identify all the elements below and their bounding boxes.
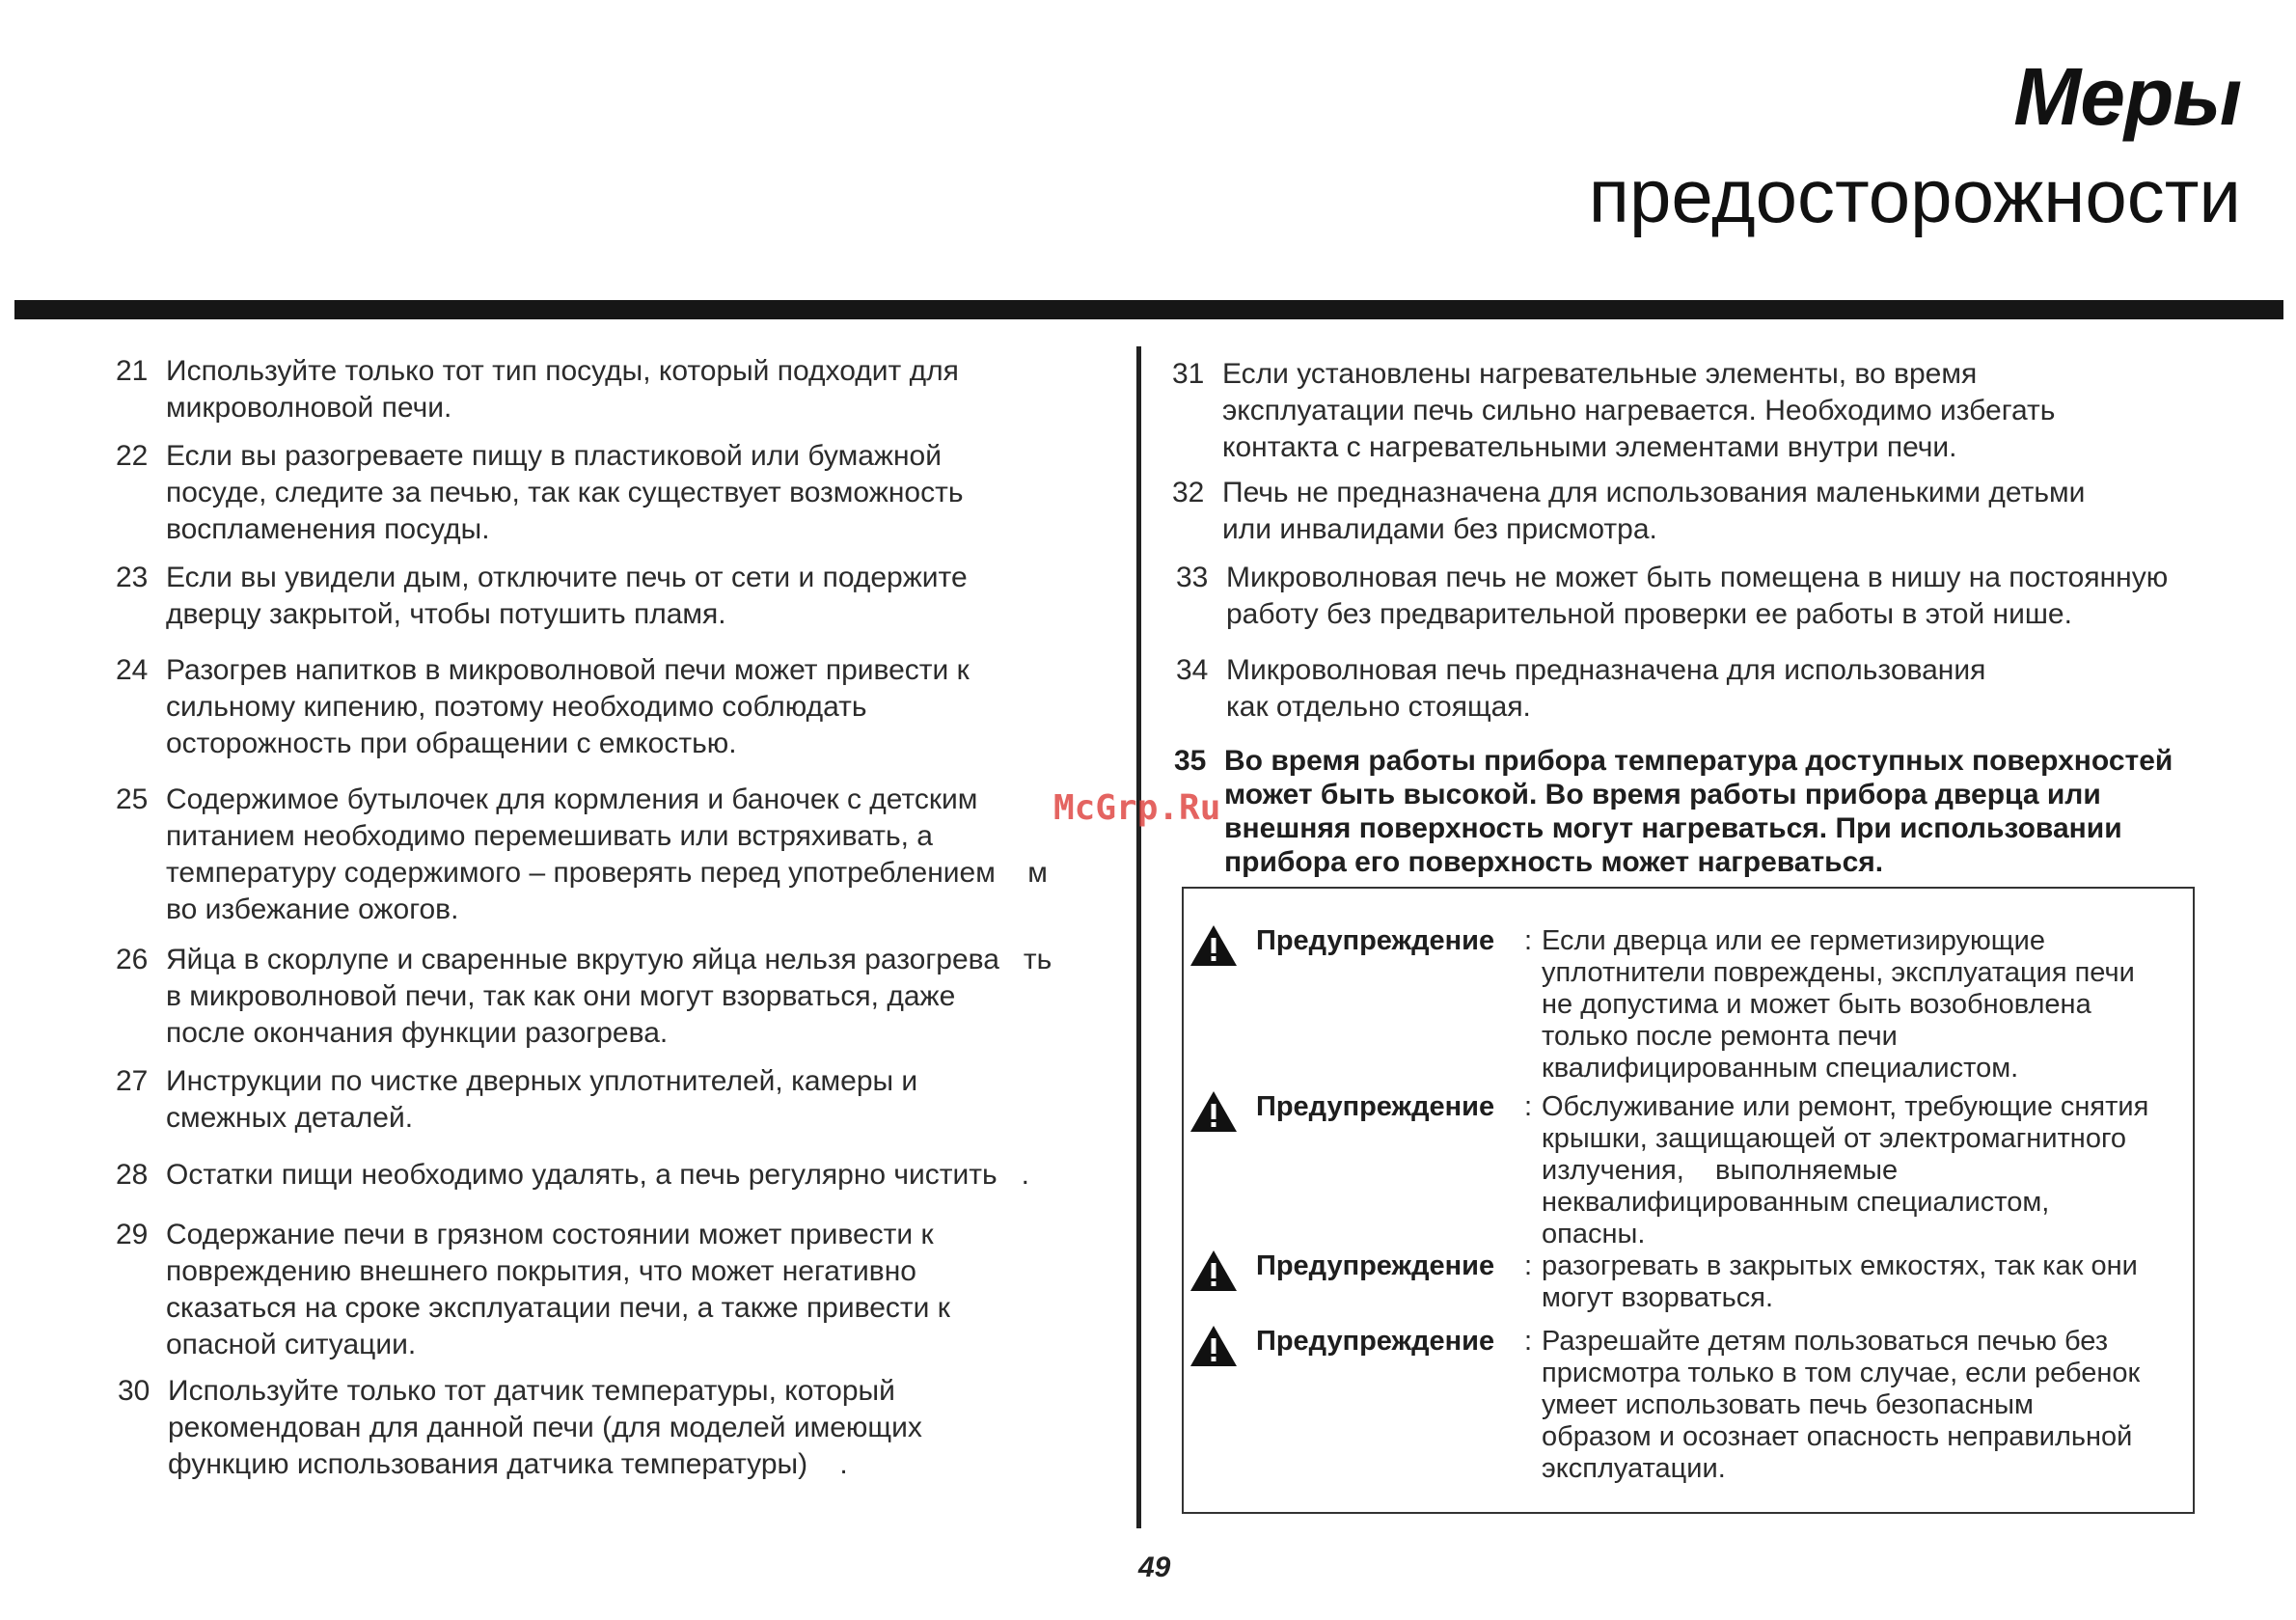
warning-colon: : [1524,925,1533,956]
item-number: 34 [1176,654,1209,686]
item-number: 28 [116,1159,149,1191]
warning-label: Предупреждение [1256,1091,1495,1122]
item-text: Остатки пищи необходимо удалять, а печь регулярно чистить . [166,1159,1030,1191]
item-number: 31 [1172,358,1205,390]
item-number: 22 [116,440,149,472]
column-divider [1136,346,1141,1528]
item-text: Инструкции по чистке дверных уплотнителей, камеры и смежных деталей. [166,1065,918,1134]
header-divider [14,300,2283,319]
item-text: Разогрев напитков в микроволновой печи может привести к сильному кипению, поэтому необходимо соблюдать осторожность при обращении с емкостью. [166,654,970,759]
warning-label: Предупреждение [1256,1250,1495,1281]
warning-colon: : [1524,1250,1533,1281]
page-number: 49 [1138,1551,1171,1583]
warning-triangle-icon [1189,1249,1239,1293]
warning-triangle-icon [1189,1089,1239,1134]
page-title: Меры [2013,51,2241,142]
watermark: McGrp.Ru [1053,788,1221,828]
item-text: Содержимое бутылочек для кормления и баночек с детским питанием необходимо перемешивать или встряхивать, а температуру содержимого – проверять перед употреблением м во избежание ожогов. [166,783,1048,925]
item-text: Если установлены нагревательные элементы, во время эксплуатации печь сильно нагревается. Необходимо избегать контакта с нагревательными элементами внутри печи. [1222,358,2056,463]
item-number: 24 [116,654,149,686]
warning-text: Если дверца или ее герметизирующие уплотнители повреждены, эксплуатация печи не допустима и может быть возобновлена только после ремонта печи квалифицированным специалистом. [1542,925,2135,1084]
item-text: Во время работы прибора температура доступных поверхностей может быть высокой. Во время работы прибора дверца или внешняя поверхность могут нагреваться. При использовании прибора его поверхность может нагреваться. [1224,745,2173,878]
item-number: 21 [116,355,149,387]
item-number: 25 [116,783,149,815]
item-text: Содержание печи в грязном состоянии может привести к повреждению внешнего покрытия, что может негативно сказаться на сроке эксплуатации печи, а также привести к опасной ситуации. [166,1219,950,1360]
item-number: 26 [116,944,149,975]
warning-colon: : [1524,1091,1533,1122]
item-number: 27 [116,1065,149,1097]
item-text: Если вы разогреваете пищу в пластиковой или бумажной посуде, следите за печью, так как существует возможность воспламенения посуды. [166,440,964,545]
item-text: Используйте только тот датчик температуры, который рекомендован для данной печи (для моделей имеющих функцию использования датчика температуры) . [168,1375,922,1480]
item-number: 35 [1174,745,1207,777]
warning-triangle-icon [1189,923,1239,968]
item-number: 29 [116,1219,149,1250]
warning-text: Обслуживание или ремонт, требующие снятия крышки, защищающей от электромагнитного излучения, выполняемые неквалифицированным специалистом, опасны. [1542,1091,2149,1249]
item-number: 23 [116,562,149,593]
item-text: Печь не предназначена для использования маленькими детьми или инвалидами без присмотра. [1222,477,2086,545]
item-number: 33 [1176,562,1209,593]
item-text: Микроволновая печь не может быть помещена в нишу на постоянную работу без предварительной проверки ее работы в этой нише. [1226,562,2169,630]
item-text: Если вы увидели дым, отключите печь от сети и подержите дверцу закрытой, чтобы потушить пламя. [166,562,968,630]
page-subtitle: предосторожности [1588,153,2241,238]
warning-text: Разрешайте детям пользоваться печью без присмотра только в том случае, если ребенок умеет использовать печь безопасным образом и осознает опасность неправильной эксплуатации. [1542,1326,2141,1484]
item-text: Микроволновая печь предназначена для использования как отдельно стоящая. [1226,654,1986,723]
warning-colon: : [1524,1326,1533,1357]
warning-label: Предупреждение [1256,1326,1495,1357]
warning-text: разогревать в закрытых емкостях, так как они могут взорваться. [1542,1250,2138,1313]
item-number: 30 [118,1375,150,1407]
item-number: 32 [1172,477,1205,508]
item-text: Яйца в скорлупе и сваренные вкрутую яйца нельзя разогрева ть в микроволновой печи, так как они могут взорваться, даже после окончания функции разогрева. [166,944,1052,1049]
warning-label: Предупреждение [1256,925,1495,956]
warning-triangle-icon [1189,1324,1239,1368]
item-text: Используйте только тот тип посуды, который подходит для микроволновой печи. [166,355,959,424]
